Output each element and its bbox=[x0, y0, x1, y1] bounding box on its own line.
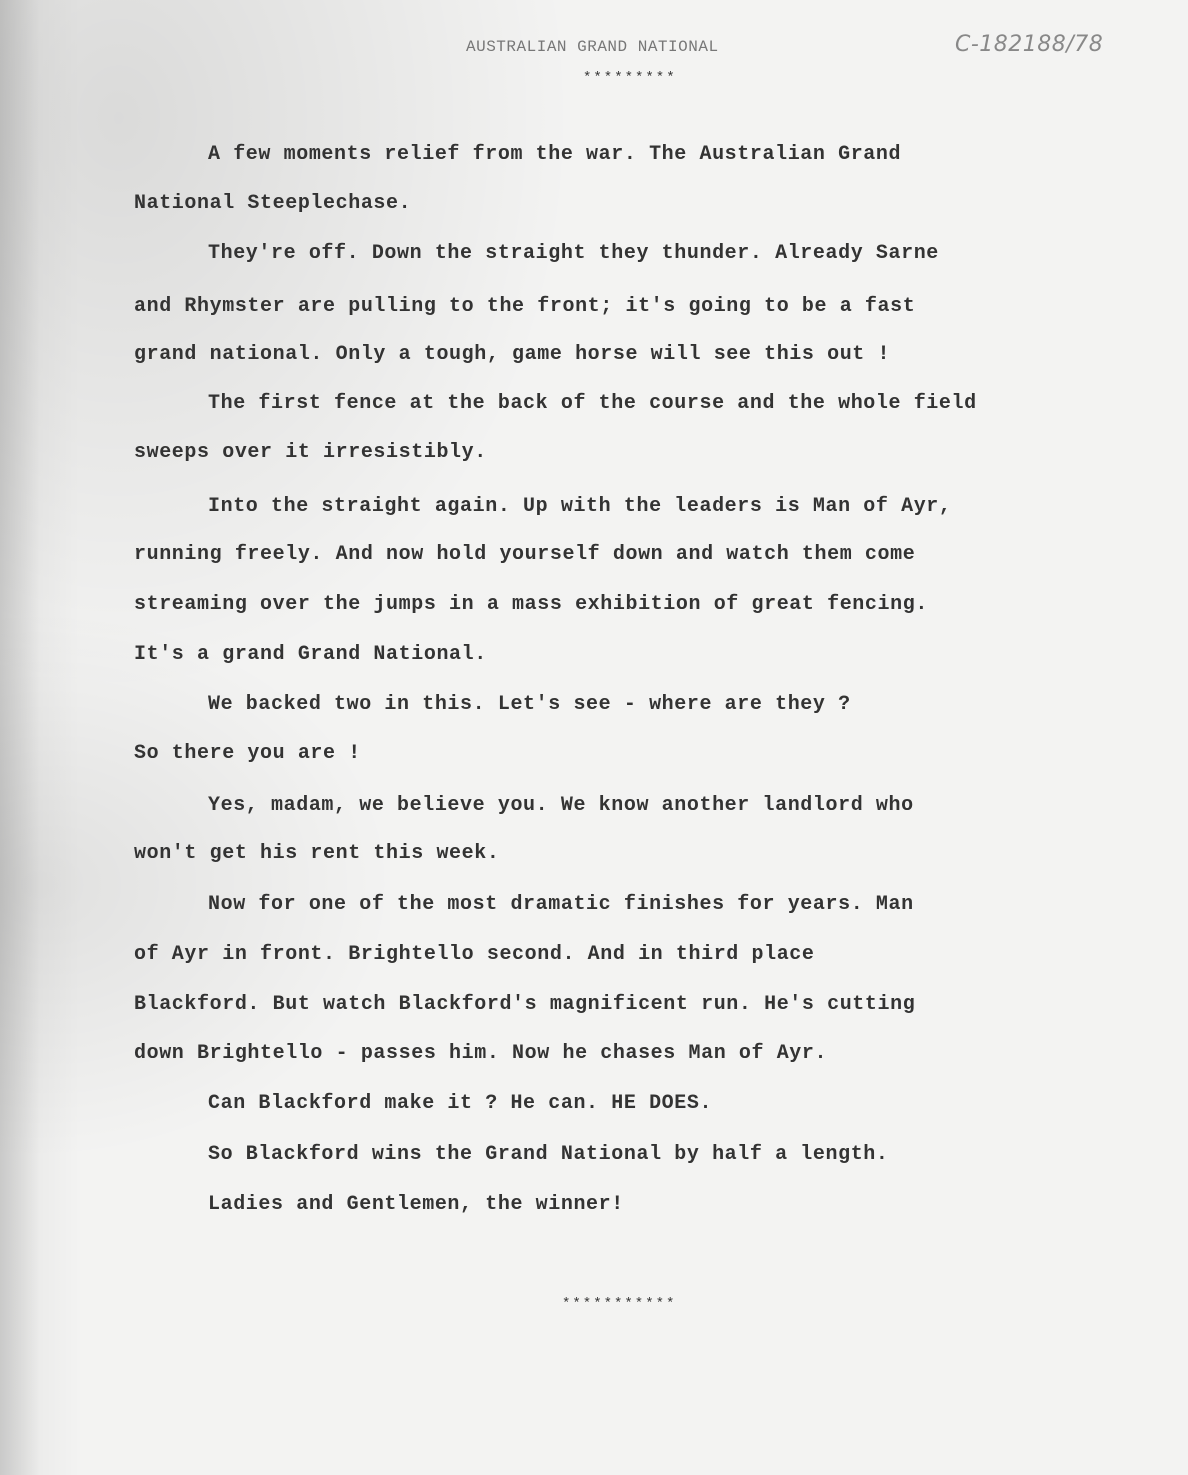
text-line: Ladies and Gentlemen, the winner! bbox=[208, 1193, 624, 1216]
text-line: A few moments relief from the war. The Australian Grand bbox=[208, 143, 902, 166]
text-line: We backed two in this. Let's see - where are they ? bbox=[208, 693, 851, 716]
text-line: won't get his rent this week. bbox=[134, 842, 500, 865]
text-line: sweeps over it irresistibly. bbox=[134, 441, 487, 464]
text-line: So there you are ! bbox=[134, 742, 361, 765]
text-line: So Blackford wins the Grand National by half a length. bbox=[208, 1143, 889, 1166]
text-line: Now for one of the most dramatic finishes for years. Man bbox=[208, 893, 914, 916]
text-line: National Steeplechase. bbox=[134, 192, 412, 215]
archive-reference-mark: C-182188/78 bbox=[955, 32, 1104, 57]
text-line: grand national. Only a tough, game horse will see this out ! bbox=[134, 343, 891, 366]
bottom-separator: *********** bbox=[562, 1296, 677, 1312]
text-line: Blackford. But watch Blackford's magnificent run. He's cutting bbox=[134, 993, 916, 1016]
document-title: AUSTRALIAN GRAND NATIONAL bbox=[466, 38, 719, 56]
text-line: Into the straight again. Up with the leaders is Man of Ayr, bbox=[208, 495, 952, 518]
text-line: They're off. Down the straight they thunder. Already Sarne bbox=[208, 242, 939, 265]
text-line: Yes, madam, we believe you. We know another landlord who bbox=[208, 794, 914, 817]
text-line: Can Blackford make it ? He can. HE DOES. bbox=[208, 1092, 713, 1115]
top-separator: ********* bbox=[583, 70, 677, 86]
text-line: of Ayr in front. Brightello second. And in third place bbox=[134, 943, 815, 966]
text-line: and Rhymster are pulling to the front; it's going to be a fast bbox=[134, 295, 916, 318]
text-line: It's a grand Grand National. bbox=[134, 643, 487, 666]
text-line: running freely. And now hold yourself down and watch them come bbox=[134, 543, 916, 566]
text-line: The first fence at the back of the course and the whole field bbox=[208, 392, 977, 415]
text-line: streaming over the jumps in a mass exhibition of great fencing. bbox=[134, 593, 928, 616]
page-edge-shadow bbox=[0, 0, 40, 1475]
text-line: down Brightello - passes him. Now he chases Man of Ayr. bbox=[134, 1042, 828, 1065]
